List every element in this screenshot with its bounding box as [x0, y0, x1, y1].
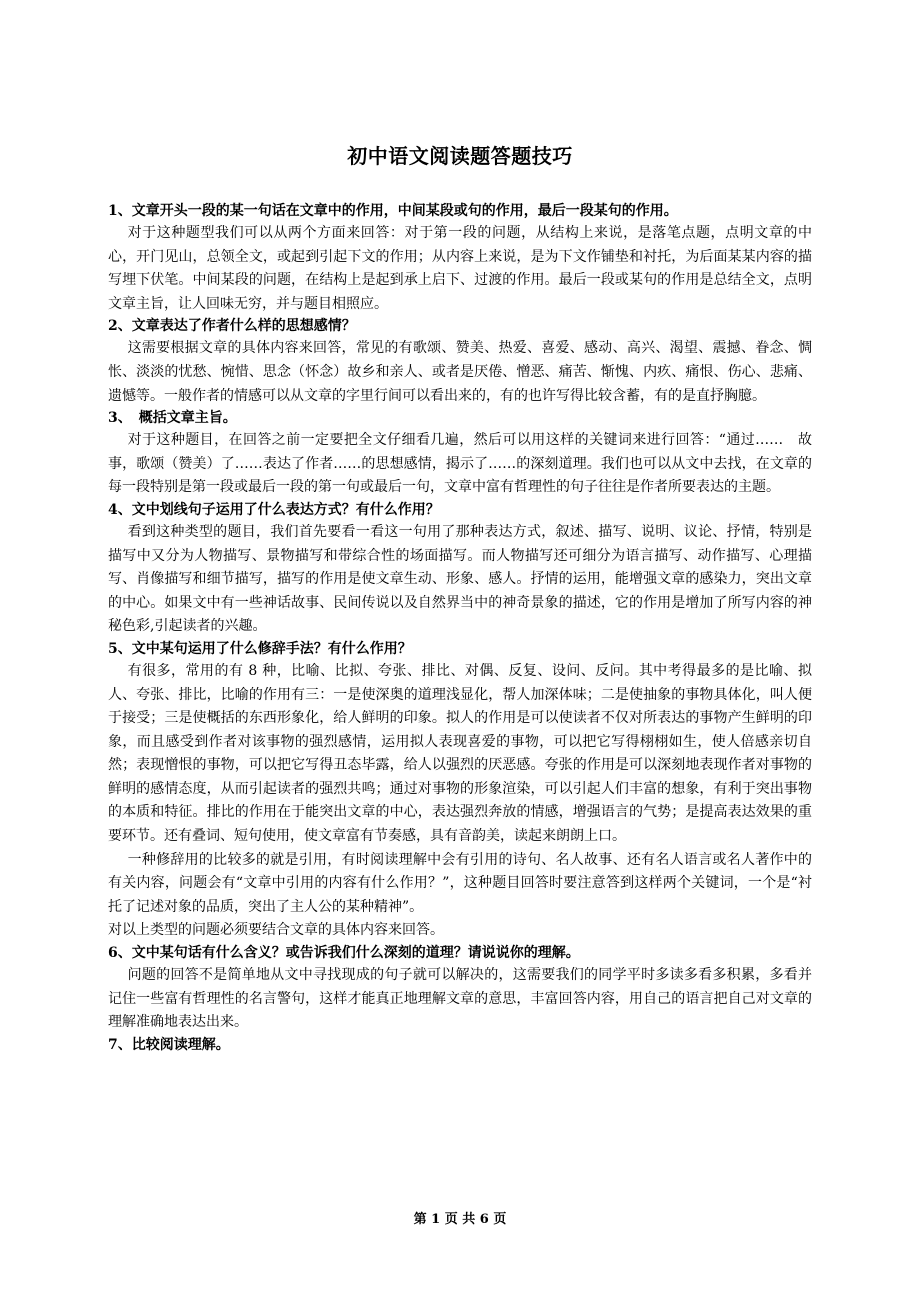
section-3	[108, 408, 812, 500]
section-paragraph: 对以上类型的问题必须要结合文章的具体内容来回答。	[108, 922, 444, 939]
section-paragraph: 问题的回答不是简单地从文中寻找现成的句子就可以解决的，这需要我们的同学平时多读多看多积累，多看并记住一些富有哲理性的名言警句，这样才能真正地理解文章的意思，丰富回答内容，用自己的语言把自己对文章的理解准确地表达出来。	[108, 967, 812, 1031]
section-heading: 4、文中划线句子运用了什么表达方式？有什么作用？	[108, 501, 440, 518]
section-1	[108, 201, 812, 316]
section-paragraph: 有很多，常用的有 8 种，比喻、比拟、夸张、排比、对偶、反复、设问、反问。其中考得最多的是比喻、拟人、夸张、排比，比喻的作用有三：一是使深奥的道理浅显化，帮人加深体味；二是使抽象的事物具体化，叫人便于接受；三是使概括的东西形象化，给人鲜明的印象。拟人的作用是可以使读者不仅对所表达的事物产生鲜明的印象，而且感受到作者对该事物的强烈感情，运用拟人表现喜爱的事物，可以把它写得栩栩如生，使人倍感亲切自然；表现憎恨的事物，可以把它写得丑态毕露，给人以强烈的厌恶感。夸张的作用是可以深刻地表现作者对事物的鲜明的感情态度，从而引起读者的强烈共鸣；通过对事物的形象渲染，可以引起人们丰富的想象，有利于突出事物的本质和特征。排比的作用在于能突出文章的中心，表达强烈奔放的情感，增强语言的气势；是提高表达效果的重要环节。还有叠词、短句使用，使文章富有节奏感，具有音韵美，读起来朗朗上口。	[108, 662, 812, 845]
section-paragraph: 对于这种题型我们可以从两个方面来回答：对于第一段的问题，从结构上来说，是落笔点题，点明文章的中心，开门见山，总领全文，或起到引起下文的作用；从内容上来说，是为下文作铺垫和衬托，为后面某某内容的描写埋下伏笔。中间某段的问题，在结构上是起到承上启下、过渡的作用。最后一段或某句的作用是总结全文，点明文章主旨，让人回味无穷，并与题目相照应。	[108, 225, 812, 312]
section-2	[108, 316, 812, 408]
section-4	[108, 500, 812, 639]
section-heading: 3、 概括文章主旨。	[108, 410, 237, 427]
section-heading: 6、文中某句话有什么含义？或告诉我们什么深刻的道理？请说说你的理解。	[108, 945, 580, 962]
section-paragraph: 看到这种类型的题目，我们首先要看一看这一句用了那种表达方式，叙述、描写、说明、议论、抒情，特别是描写中又分为人物描写、景物描写和带综合性的场面描写。而人物描写还可细分为语言描写、动作描写、心理描写、肖像描写和细节描写，描写的作用是使文章生动、形象、感人。抒情的运用，能增强文章的感染力，突出文章的中心。如果文中有一些神话故事、民间传说以及自然界当中的神奇景象的描述，它的作用是增加了所写内容的神秘色彩,引起读者的兴趣。	[108, 523, 812, 635]
section-heading: 2、文章表达了作者什么样的思想感情？	[108, 318, 356, 335]
section-heading: 7、比较阅读理解。	[108, 1036, 230, 1053]
section-heading: 5、文中某句运用了什么修辞手法？有什么作用？	[108, 640, 412, 657]
page-footer: 第 1 页 共 6 页	[413, 1212, 507, 1227]
section-paragraph: 对于这种题目，在回答之前一定要把全文仔细看几遍，然后可以用这样的关键词来进行回答：“通过…… 故事，歌颂（赞美）了……表达了作者……的思想感情，揭示了……的深刻道理。我们也可以从文中去找，在文章的每一段特别是第一段或最后一段的第一句或最后一句，文章中富有哲理性的句子往往是作者所要表达的主题。	[108, 432, 812, 496]
section-paragraph: 一种修辞用的比较多的就是引用，有时阅读理解中会有引用的诗句、名人故事、还有名人语言或名人著作中的有关内容，问题会有“文章中引用的内容有什么作用？”，这种题目回答时要注意答到这样两个关键词，一个是“衬托了记述对象的品质，突出了主人公的某种精神”。	[108, 851, 812, 915]
section-7	[108, 1035, 812, 1056]
section-6	[108, 943, 812, 1035]
section-paragraph: 这需要根据文章的具体内容来回答，常见的有歌颂、赞美、热爱、喜爱、感动、高兴、渴望、震撼、眷念、惆怅、淡淡的忧愁、惋惜、思念（怀念）故乡和亲人、或者是厌倦、憎恶、痛苦、惭愧、内疚、痛恨、伤心、悲痛、遗憾等。一般作者的情感可以从文章的字里行间可以看出来的，有的也许写得比较含蓄，有的是直抒胸臆。	[108, 340, 812, 404]
document-body	[108, 140, 812, 1056]
document-title: 初中语文阅读题答题技巧	[347, 144, 573, 168]
section-heading: 1、文章开头一段的某一句话在文章中的作用，中间某段或句的作用，最后一段某句的作用。	[108, 203, 678, 219]
section-5	[108, 639, 812, 943]
